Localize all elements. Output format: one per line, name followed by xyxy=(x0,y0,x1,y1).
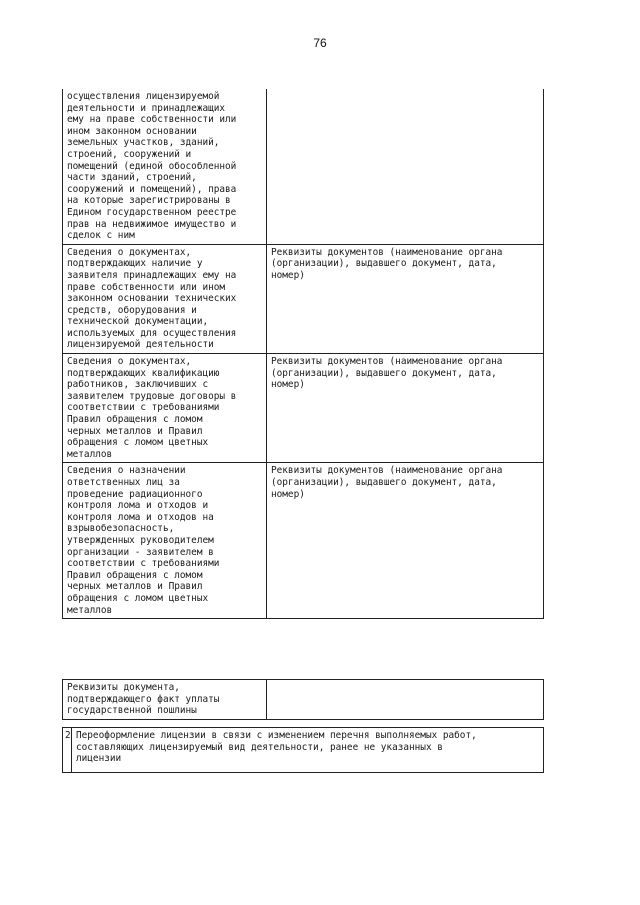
row-label-responsible-persons: Сведения о назначении ответственных лиц за проведение радиационного контроля лома и отходов и контроля лома и отходов на взрывобезопасность, утвержденных руководителем организации - заявителем в соответствии с требованиями Правил обращения с ломом черных металлов и Правил обращения с ломом цветных металлов xyxy=(63,463,267,619)
item-2-table xyxy=(62,727,544,773)
page-number: 76 xyxy=(313,36,327,50)
row-value-responsible-persons: Реквизиты документов (наименование органа (организации), выдавшего документ, дата, номер) xyxy=(267,463,544,619)
license-details-table xyxy=(62,89,544,619)
table-row xyxy=(63,680,544,720)
row-value-state-fee xyxy=(267,680,544,720)
row-label-land-plots: осуществления лицензируемой деятельности и принадлежащих ему на праве собственности или ином законном основании земельных участков, зданий, строений, сооружений и помещений (единой обособленной части зданий, строений, сооружений и помещений), права на которые зарегистрированы в Едином государственном реестре прав на недвижимое имущество и сделок с ним xyxy=(63,89,267,244)
row-value-technical-equipment: Реквизиты документов (наименование органа (организации), выдавшего документ, дата, номер) xyxy=(267,244,544,353)
row-value-staff-qualification: Реквизиты документов (наименование органа (организации), выдавшего документ, дата, номер) xyxy=(267,354,544,463)
table-row xyxy=(63,354,544,463)
item-heading: Переоформление лицензии в связи с изменением перечня выполняемых работ, составляющих лицензируемый вид деятельности, ранее не указанных в лицензии xyxy=(72,728,544,773)
row-label-state-fee: Реквизиты документа, подтверждающего факт уплаты государственной пошлины xyxy=(63,680,267,720)
state-fee-table xyxy=(62,679,544,720)
item-number: 2 xyxy=(63,728,72,773)
row-label-technical-equipment: Сведения о документах, подтверждающих наличие у заявителя принадлежащих ему на праве собственности или ином законном основании технических средств, оборудования и технической документации, используемых для осуществления лицензируемой деятельности xyxy=(63,244,267,353)
table-row xyxy=(63,244,544,353)
row-label-staff-qualification: Сведения о документах, подтверждающих квалификацию работников, заключивших с заявителем трудовые договоры в соответствии с требованиями Правил обращения с ломом черных металлов и Правил обращения с ломом цветных металлов xyxy=(63,354,267,463)
table-row xyxy=(63,89,544,244)
table-row xyxy=(63,728,544,773)
table-row xyxy=(63,463,544,619)
row-value-land-plots xyxy=(267,89,544,244)
